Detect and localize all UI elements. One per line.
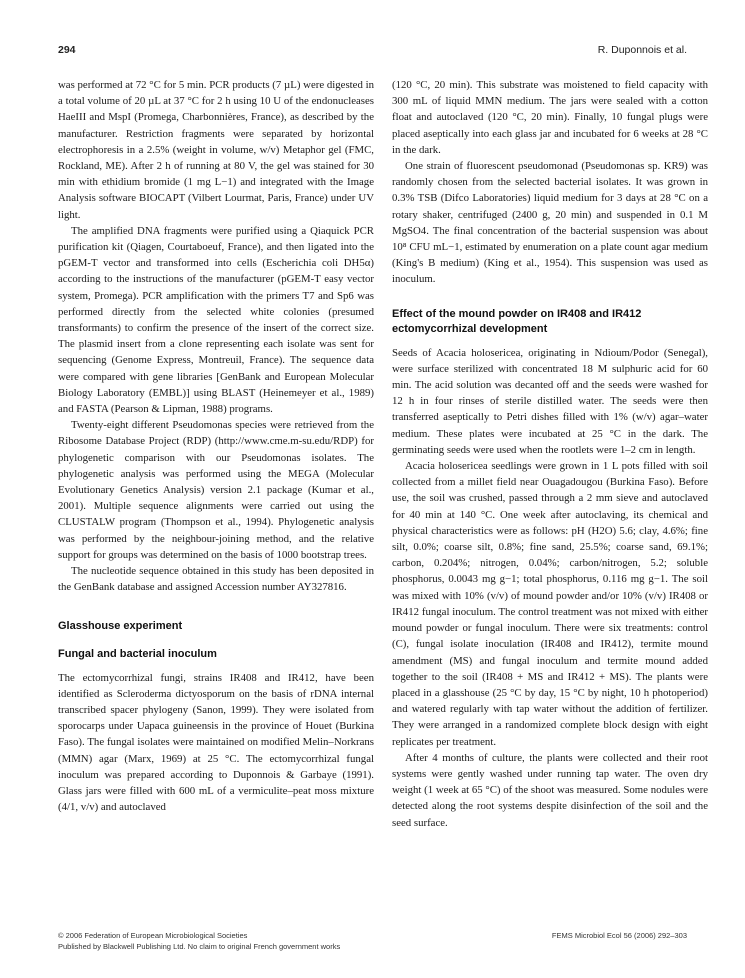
left-column — [58, 77, 374, 815]
footer-copyright — [58, 931, 340, 952]
page-number: 294 — [58, 44, 76, 56]
paragraph: Acacia holosericea seedlings were grown in 1 L pots filled with soil collected from a millet field near Ouagadougou (Burkina Faso). Before use, the soil was crushed, passed through a 2 mm sieve and autoclaved for 40 min at 140 °C. One week after autoclaving, its chemical and physical characteristics were as follows: pH (H2O) 5.6; clay, 4.6%; fine silt, 0.0%; coarse silt, 0.8%; fine sand, 25.5%; coarse sand, 69.1%; carbon, 0.204%; nitrogen, 0.04%; carbon/nitrogen, 5.2; soluble phosphorus, 0.0043 mg g−1; total phosphorus, 0.116 mg g−1. The soil was mixed with 10% (v/v) of mound powder and/or 10% (v/v) IR408 or IR412 fungal inoculum. The control treatment was not mixed with either mound powder or fungal inoculum. There were six treatments: control (C), fungal isolate inoculation (IR408 and IR412), termite mound amendment (MS) and fungal inoculum and termite mound added together to the soil (IR408 + MS and IR412 + MS). The plants were placed in a glasshouse (25 °C by day, 15 °C by night, 10 h photoperiod) and watered regularly with tap water without the addition of fertilizer. They were arranged in a randomized complete block design with eight replicates per treatment. — [392, 460, 708, 748]
right-column — [392, 77, 708, 831]
running-head-authors: R. Duponnois et al. — [597, 44, 687, 56]
section-heading: Glasshouse experiment — [58, 619, 183, 632]
paragraph: The ectomycorrhizal fungi, strains IR408 and IR412, have been identified as Scleroderma dictyosporum on the basis of rDNA internal transcribed spacer phylogeny (Sanon, 1999). They were isolated from sporocarps under Uapaca guineensis in the province of Houet (Burkina Faso). The fungal isolates were maintained on modified Melin–Norkrans (MMN) agar (Marx, 1969) at 25 °C. The ectomycorrhizal fungal inoculum was prepared according to Duponnois & Garbaye (1991). Glass jars were filled with 600 mL of a vermiculite–peat moss mixture (4/1, v/v) and autoclaved — [58, 671, 374, 814]
paragraph: One strain of fluorescent pseudomonad (Pseudomonas sp. KR9) was randomly chosen from the selected bacterial isolates. It was grown in 0.3% TSB (Difco Laboratories) liquid medium for 3 days at 28 °C on a rotary shaker, centrifuged (2400 g, 20 min) and suspended in 0.1 M MgSO4. The final concentration of the bacterial suspension was about 10⁸ CFU mL−1, estimated by enumeration on a plate count agar medium (King's B medium) (King et al., 1954). This suspension was used as inoculum. — [392, 160, 708, 286]
paragraph: was performed at 72 °C for 5 min. PCR products (7 µL) were digested in a total volume of 20 µL at 37 °C for 2 h using 10 U of the endonucleases HaeIII and MspI (Promega, Charbonnières, France), as described by the manufacturer. Restriction fragments were separated by horizontal electrophoresis in a 2.5% (weight in volume, w/v) Metaphor gel (FMC, Rockland, ME). After 2 h of running at 80 V, the gel was stained for 30 min with ethidium bromide (1 mg L−1) and integrated with the Image Analysis software BIOCAPT (Vilbert Lourmat, Paris, France) under UV light. — [58, 79, 374, 221]
footer-copyright-line: Published by Blackwell Publishing Ltd. No claim to original French government works — [58, 941, 341, 951]
footer-journal-reference: FEMS Microbiol Ecol 56 (2006) 292–303 — [551, 931, 687, 940]
paragraph: After 4 months of culture, the plants were collected and their root systems were gently washed under running tap water. The oven dry weight (1 week at 65 °C) of the shoot was measured. Some nodules were detected along the root systems despite disinfection of the soil and the seed surface. — [392, 751, 708, 829]
subsection-heading: Effect of the mound powder on IR408 and IR412 ectomycorrhizal development — [392, 307, 642, 336]
footer-copyright-line: © 2006 Federation of European Microbiological Societies — [58, 931, 248, 940]
paragraph: Seeds of Acacia holosericea, originating in Ndioum/Podor (Senegal), were surface sterilized with concentrated 18 M sulphuric acid for 60 min. The acid solution was decanted off and the seeds were washed for 12 h in four rinses of sterile distilled water. The seeds were then transferred aseptically to Petri dishes filled with 1% (w/v) agar–water medium. These plates were incubated at 25 °C in the dark. The germinating seeds were used when the rootlets were 1–2 cm in length. — [392, 346, 708, 456]
paragraph: Twenty-eight different Pseudomonas species were retrieved from the Ribosome Database Project (RDP) (http://www.cme.m-su.edu/RDP) for phylogenetic comparison with our Pseudomonas isolates. The phylogenetic analysis was performed using the MEGA (Molecular Evolutionary Genetics Analysis) version 2.1 package (Kumar et al., 2001). Multiple sequence alignments were carried out using the CLUSTALW program (Thompson et al., 1994). Phylogenetic analysis was performed by the neighbour-joining method, and the relative support for groups was determined on the basis of 1000 bootstrap trees. — [58, 419, 374, 561]
subsection-heading: Fungal and bacterial inoculum — [58, 648, 217, 660]
paragraph: (120 °C, 20 min). This substrate was moistened to field capacity with 300 mL of liquid MMN medium. The jars were sealed with a cotton float and autoclaved (120 °C, 20 min). Finally, 10 fungal plugs were placed aseptically into each glass jar and incubated for 6 weeks at 28 °C in the dark. — [392, 79, 708, 156]
paragraph: The nucleotide sequence obtained in this study has been deposited in the GenBank database and assigned Accession number AY327816. — [58, 565, 374, 594]
paragraph: The amplified DNA fragments were purified using a Qiaquick PCR purification kit (Qiagen, Courtaboeuf, France), and then ligated into the pGEM-T vector and transformed into cells (Escherichia coli DH5α) according to the instructions of the manufacturer (pGEM-T easy vector system, Promega). PCR amplification with the primers T7 and Sp6 was performed directly from the selected white colonies (presumed transformants) to confirm the presence of the insert of the correct size. The plasmid insert from a clone representing each isolate was sent for sequencing (Genome Express, Montreuil, France). The sequence data were compared with gene libraries [GenBank and European Molecular Biology Laboratory (EMBL)] using BLAST (Heinemeyer et al., 1989) and FASTA (Pearson & Lipman, 1988) programs. — [58, 224, 374, 416]
